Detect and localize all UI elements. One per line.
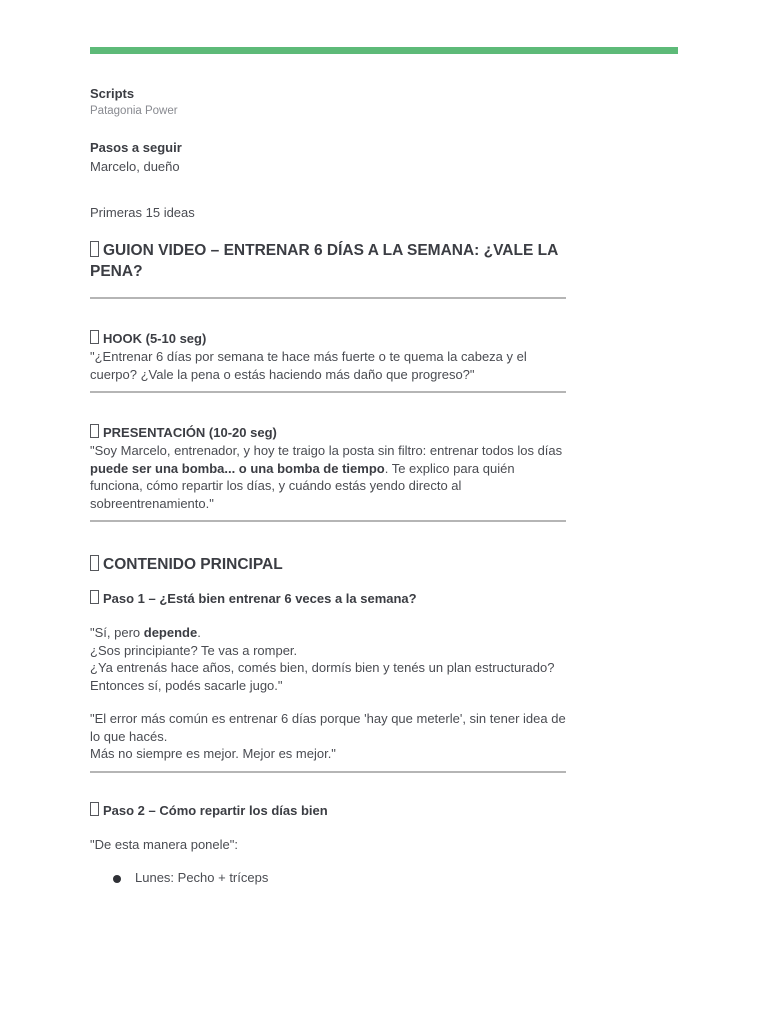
step2-intro: "De esta manera ponele": xyxy=(90,836,238,852)
missing-glyph-icon xyxy=(90,555,99,571)
list-item: Lunes: Pecho + tríceps xyxy=(90,869,566,887)
divider xyxy=(90,297,566,299)
presentation-title: PRESENTACIÓN (10-20 seg) xyxy=(90,424,566,442)
step1-paragraph-2: "El error más común es entrenar 6 días porque 'hay que meterle', sin tener idea de lo que hacés. Más no siempre es mejor. Mejor es mejor." xyxy=(90,711,566,761)
top-accent-bar xyxy=(90,47,678,54)
steps-title: Pasos a seguir xyxy=(90,140,182,155)
presentation-text: "Soy Marcelo, entrenador, y hoy te traigo la posta sin filtro: entrenar todos los días puede ser una bomba... o una bomba de tiempo. Te explico para quién funciona, cómo repartir los días, y cuándo estás yendo directo al sobreentrenamiento." xyxy=(90,443,563,511)
doc-title: Scripts xyxy=(90,86,135,101)
step1-title: Paso 1 – ¿Está bien entrenar 6 veces a la semana? xyxy=(90,590,566,608)
hook-title: HOOK (5-10 seg) xyxy=(90,330,566,348)
doc-subtitle: Patagonia Power xyxy=(90,105,178,117)
missing-glyph-icon xyxy=(90,590,99,604)
main-content-title: CONTENIDO PRINCIPAL xyxy=(90,554,566,575)
divider xyxy=(90,391,566,393)
video-title: GUION VIDEO – ENTRENAR 6 DÍAS A LA SEMANA: ¿VALE LA PENA? xyxy=(90,242,558,280)
hook-text: "¿Entrenar 6 días por semana te hace más fuerte o te quema la cabeza y el cuerpo? ¿Vale la pena o estás haciendo más daño que progreso?" xyxy=(90,349,527,382)
ideas-label: Primeras 15 ideas xyxy=(90,205,195,220)
missing-glyph-icon xyxy=(90,330,99,344)
steps-owner: Marcelo, dueño xyxy=(90,159,180,174)
missing-glyph-icon xyxy=(90,241,99,257)
missing-glyph-icon xyxy=(90,424,99,438)
bullet-icon xyxy=(113,875,121,883)
divider xyxy=(90,520,566,522)
step2-title: Paso 2 – Cómo repartir los días bien xyxy=(90,802,566,820)
missing-glyph-icon xyxy=(90,802,99,816)
document-body xyxy=(90,86,566,887)
divider xyxy=(90,771,566,773)
step1-paragraph-1: "Sí, pero depende. ¿Sos principiante? Te vas a romper. ¿Ya entrenás hace años, comés bien, dormís bien y tenés un plan estructurado? Entonces sí, podés sacarle jugo." xyxy=(90,625,555,693)
